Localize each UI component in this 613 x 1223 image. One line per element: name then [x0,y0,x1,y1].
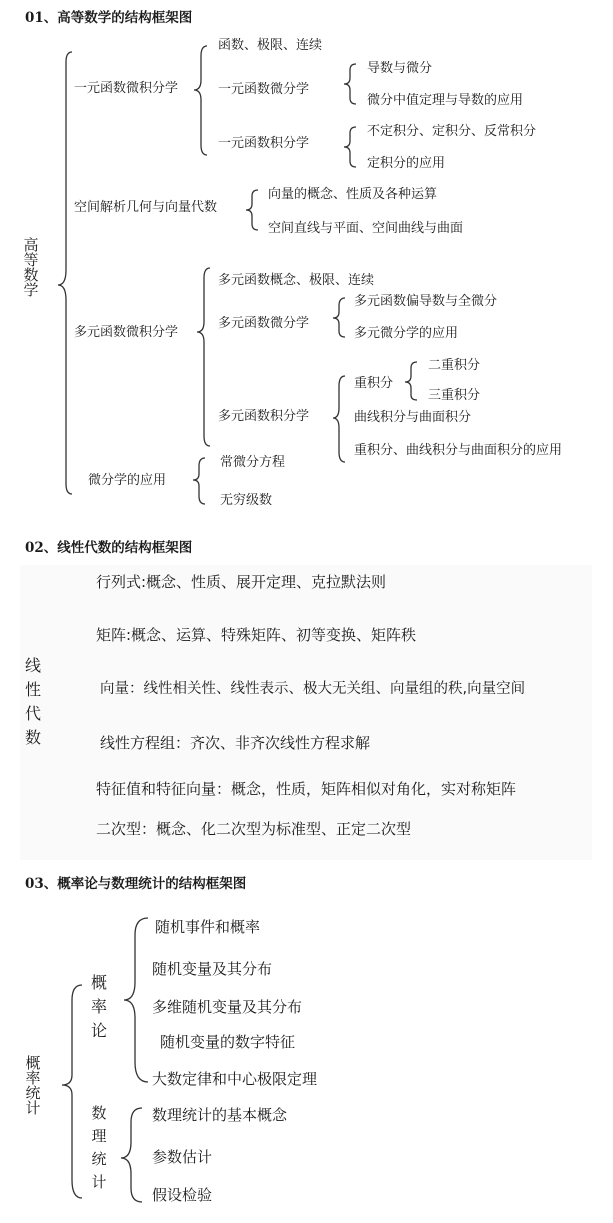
node-multidim-variables: 多维随机变量及其分布 [152,998,303,1016]
root-char: 学 [23,281,39,299]
node-determinant: 行列式:概念、性质、展开定理、克拉默法则 [96,573,387,591]
node-statistics [88,1106,110,1190]
label-char: 计 [91,1173,107,1191]
bracket-1a [194,46,207,155]
label-char: 概 [90,973,107,992]
node-ode: 常微分方程 [220,455,286,470]
node-integrals: 不定积分、定积分、反常积分 [367,124,537,139]
section2-heading: 02、线性代数的结构框架图 [25,540,193,556]
root-char: 高 [23,236,39,254]
node-diff-application-main: 微分学的应用 [88,473,167,488]
node-partial-derivative: 多元函数偏导数与全微分 [354,294,498,309]
node-single-var-calculus: 一元函数微积分学 [74,81,179,96]
bracket-1c2 [333,298,345,337]
section3-heading: 03、概率论与数理统计的结构框架图 [25,876,247,892]
node-diff-application: 多元微分学的应用 [354,326,459,341]
node-quadratic-form: 二次型：概念、化二次型为标准型、正定二次型 [96,820,412,838]
root-char: 性 [24,680,41,699]
root-char: 计 [25,1099,41,1117]
label-char: 率 [90,997,107,1016]
bracket-root-3 [62,985,82,1198]
node-multi-var-int: 多元函数积分学 [218,409,310,424]
root-char: 概 [25,1054,41,1072]
node-random-variables: 随机变量及其分布 [152,960,273,978]
node-line-plane: 空间直线与平面、空间曲线与曲面 [268,221,464,236]
node-int-application: 定积分的应用 [367,156,446,171]
node-stat-concepts: 数理统计的基本概念 [152,1106,288,1124]
node-eigenvalue: 特征值和特征向量：概念，性质，矩阵相似对角化，实对称矩阵 [96,780,517,798]
label-char: 统 [91,1150,107,1168]
node-multiple-integral: 重积分 [354,376,394,391]
bracket-1c3a [405,362,417,400]
node-triple-integral: 三重积分 [428,388,481,403]
node-vector-concept: 向量的概念、性质及各种运算 [268,187,438,202]
root-char: 统 [25,1084,41,1102]
bracket-1a3 [344,127,356,167]
node-multi-var-diff: 多元函数微分学 [218,316,310,331]
node-integral-application: 重积分、曲线积分与曲面积分的应用 [354,443,563,458]
root-char: 等 [23,251,39,269]
node-random-events: 随机事件和概率 [155,918,261,936]
root-char: 数 [23,266,39,284]
node-probability [88,975,110,1039]
bracket-1b [246,190,258,230]
node-function-limit: 函数、极限、连续 [218,38,323,53]
node-multi-var-concept: 多元函数概念、极限、连续 [218,273,375,288]
node-double-integral: 二重积分 [428,358,481,373]
root-char: 线 [24,656,41,675]
bracket-3b [121,1108,142,1202]
label-char: 理 [91,1127,107,1145]
node-single-var-int: 一元函数积分学 [218,136,310,151]
section1-root [20,238,42,298]
bracket-1a2 [344,64,356,104]
node-mean-value: 微分中值定理与导数的应用 [367,93,524,108]
section2-panel [20,565,592,860]
node-single-var-diff: 一元函数微分学 [218,82,310,97]
node-numeric-features: 随机变量的数字特征 [160,1033,296,1051]
bracket-1d [193,458,205,504]
root-char: 数 [24,728,41,747]
bracket-1c [197,268,210,446]
node-linear-equations: 线性方程组：齐次、非齐次线性方程求解 [100,734,371,752]
label-char: 论 [90,1021,107,1040]
node-hypothesis-testing: 假设检验 [152,1186,213,1204]
node-multi-var-calculus: 多元函数微积分学 [74,325,179,340]
section3-root [22,1056,44,1116]
root-char: 代 [24,704,41,723]
section1-heading: 01、高等数学的结构框架图 [25,10,193,26]
node-vector: 向量：线性相关性、线性表示、极大无关组、向量组的秩,向量空间 [100,681,526,697]
node-derivative: 导数与微分 [367,61,433,76]
label-char: 数 [91,1104,107,1122]
node-infinite-series: 无穷级数 [220,493,273,508]
bracket-root-1 [58,52,72,494]
node-limit-theorems: 大数定律和中心极限定理 [152,1070,318,1088]
root-char: 率 [25,1069,41,1087]
bracket-1c3 [333,376,345,462]
node-matrix: 矩阵:概念、运算、特殊矩阵、初等变换、矩阵秩 [96,626,417,644]
node-line-surface-integral: 曲线积分与曲面积分 [354,410,472,425]
node-analytic-geometry: 空间解析几何与向量代数 [74,200,218,215]
bracket-3a [124,918,148,1082]
section2-root [22,658,44,746]
node-parameter-estimation: 参数估计 [152,1148,213,1166]
